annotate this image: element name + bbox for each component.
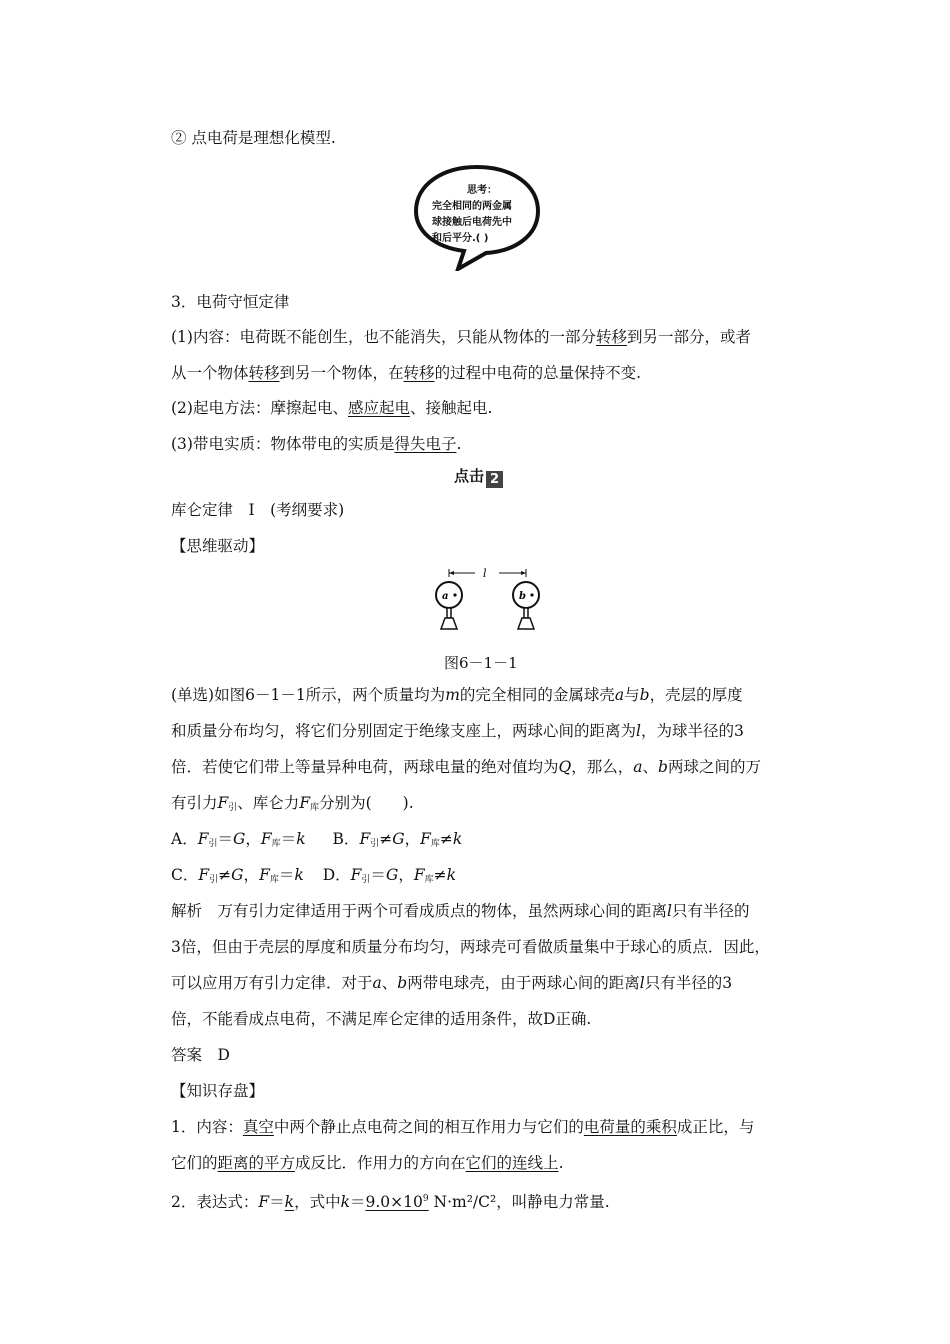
- paragraph-point-charge-model: ② 点电荷是理想化模型.: [171, 129, 336, 147]
- knowledge-line-1: 1．内容：真空中两个静止点电荷之间的相互作用力与它们的电荷量的乘积成正比，与: [171, 1118, 755, 1136]
- sphere-b-label: b: [519, 591, 526, 602]
- analysis-line-4: 倍，不能看成点电荷，不满足库仑定律的适用条件，故D正确.: [171, 1010, 592, 1028]
- blank-answer: $9.0\times 10^9$: [365, 1193, 429, 1211]
- question-line-4: 有引力$F_引$、库仑力$F_库$分别为( ).: [171, 794, 414, 813]
- blank-answer: 感应起电: [347, 399, 410, 417]
- method-line: (2)起电方法：摩擦起电、感应起电、接触起电.: [171, 399, 493, 417]
- content-line-2: 从一个物体转移到另一个物体，在转移的过程中电荷的总量保持不变.: [171, 364, 641, 382]
- option-d[interactable]: D．$F_引=G$，$F_库\ne k$: [322, 866, 457, 885]
- blank-answer: 得失电子: [394, 435, 457, 453]
- bubble-title: 思考：: [467, 185, 497, 196]
- knowledge-line-3: 2．表达式：F＝k，式中$k=9.0\times 10^9$ N·m²/C²，叫静电力常量.: [171, 1193, 610, 1211]
- options-row-2: [171, 864, 456, 891]
- question-line-3: 倍．若使它们带上等量异种电荷，两球电量的绝对值均为Q，那么，a、b两球之间的万: [171, 758, 761, 776]
- option-a[interactable]: A．$F_引=G$，$F_库=k$: [171, 830, 306, 849]
- options-row-1: [171, 828, 462, 855]
- option-b[interactable]: B．$F_引\ne G$，$F_库\ne k$: [332, 830, 463, 849]
- section-badge: 点击 2: [454, 466, 503, 488]
- blank-answer: 真空: [242, 1118, 274, 1136]
- section-heading-charge-conservation: 3．电荷守恒定律: [171, 293, 290, 311]
- answer: 答案 D: [171, 1046, 230, 1064]
- figure-two-spheres: [433, 563, 543, 635]
- option-c[interactable]: C．$F_引\ne G$，$F_库=k$: [171, 866, 304, 885]
- sphere-a-label: a: [442, 591, 449, 602]
- knowledge-heading: 【知识存盘】: [171, 1082, 265, 1100]
- analysis-line-2: 3倍，但由于壳层的厚度和质量分布均匀，两球壳可看做质量集中于球心的质点．因此，: [171, 938, 770, 956]
- blank-answer: 转移: [595, 328, 627, 346]
- blank-answer: 转移: [403, 364, 435, 382]
- bubble-text: [432, 183, 532, 247]
- figure-caption: 图6－1－1: [444, 654, 518, 672]
- bubble-line: 完全相同的两金属: [432, 201, 512, 212]
- blank-answer: 它们的连线上: [465, 1154, 559, 1172]
- essence-line: (3)带电实质：物体带电的实质是得失电子.: [171, 435, 462, 453]
- bubble-line: 球接触后电荷先中: [432, 217, 512, 228]
- bubble-line: 和后平分.( ): [432, 233, 489, 244]
- question-line-1: (单选)如图6－1－1所示，两个质量均为m的完全相同的金属球壳a与b，壳层的厚度: [171, 686, 743, 704]
- question-line-2: 和质量分布均匀，将它们分别固定于绝缘支座上，两球心间的距离为l，为球半径的3: [171, 722, 744, 740]
- blank-answer: 转移: [248, 364, 280, 382]
- blank-answer: 电荷量的乘积: [583, 1118, 677, 1136]
- analysis-line-1: 解析 万有引力定律适用于两个可看成质点的物体，虽然两球心间的距离l只有半径的: [171, 902, 750, 920]
- blank-answer: 距离的平方: [217, 1154, 296, 1172]
- badge-number: 2: [486, 471, 503, 488]
- blank-answer: k: [284, 1193, 295, 1211]
- content-line-1: (1)内容：电荷既不能创生，也不能消失，只能从物体的一部分转移到另一部分，或者: [171, 328, 751, 346]
- analysis-line-3: 可以应用万有引力定律．对于a、b两带电球壳，由于两球心间的距离l只有半径的3: [171, 974, 733, 992]
- distance-label: l: [483, 567, 487, 580]
- thinking-drive-heading: 【思维驱动】: [171, 537, 265, 555]
- knowledge-line-2: 它们的距离的平方成反比．作用力的方向在它们的连线上.: [171, 1154, 564, 1172]
- law-title: 库仑定律 Ⅰ (考纲要求): [171, 501, 345, 519]
